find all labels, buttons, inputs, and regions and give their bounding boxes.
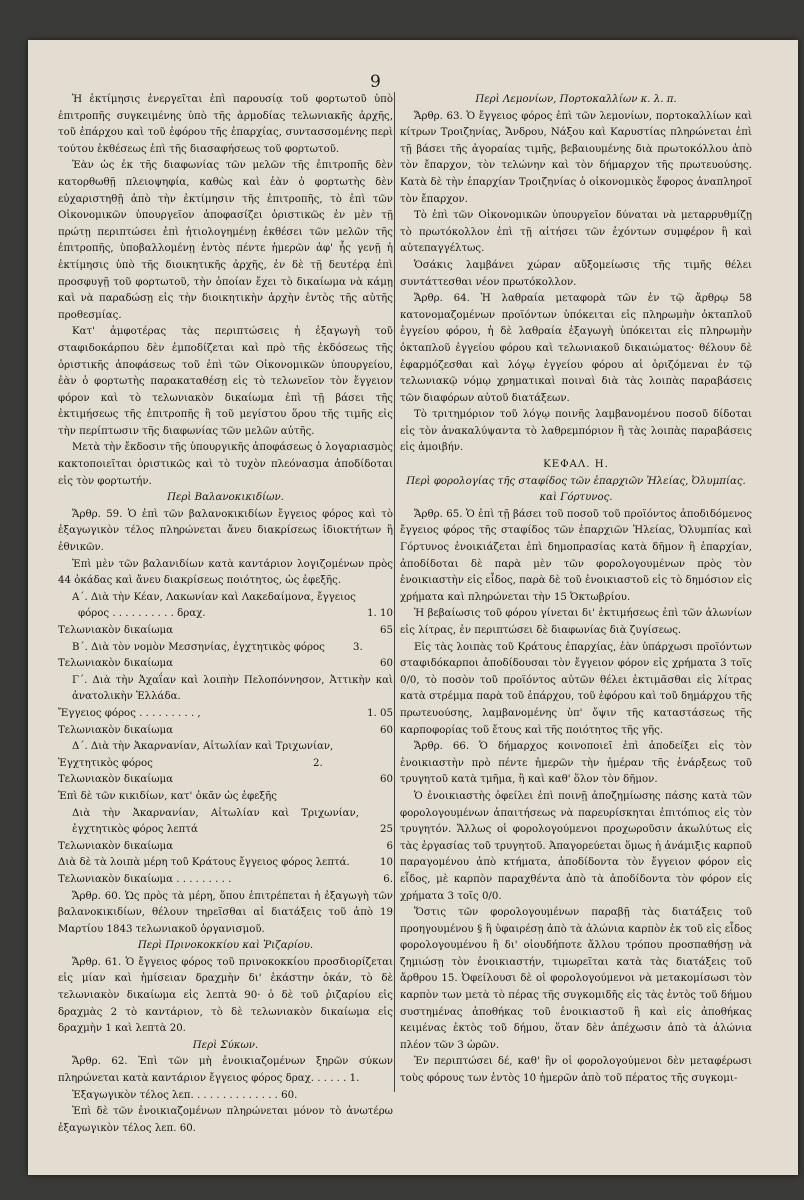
- article-60: Ἄρθρ. 60. Ὡς πρὸς τὰ μέρη, ὅπου ἐπιτρέπεται ἡ ἐξαγωγὴ τῶν βαλανοκικιδίων, θέλουν τηρεῖσθαι αἱ διατάξεις τοῦ ἀπὸ 19 Μαρτίου 1843 τελωνιακοῦ ὀργανισμοῦ.: [58, 890, 393, 935]
- tax-label: Τελωνιακὸν δικαίωμα: [58, 724, 174, 736]
- tax-label: Διὰ τὴν Ἀκαρνανίαν, Αἰτωλίαν καὶ Τριχωνίαν, ἐγχτητικὸς φόρος λεπτά: [72, 807, 359, 836]
- chapter-subheading: Περὶ φορολογίας τῆς σταφίδος τῶν ἐπαρχιῶν Ἠλείας, Ὀλυμπίας. καὶ Γόρτυνος.: [406, 475, 746, 504]
- tax-group-b: [58, 640, 393, 673]
- paragraph: Εἰς τὰς λοιπὰς τοῦ Κράτους ἐπαρχίας, ἐὰν ὑπάρχωσι προϊόντων σταφιδόκαρποι ἀποδίδουσαι τὸν ἔγγειον φόρον εἰς χρήματα 3 τοῖς 0/0, τὸ ποσὸν τοῦ προϊόντος αὐτῶν θέλει ἐκτιμᾶσθαι εἰς λίτρας κατὰ στρέμμα παρὰ τοῦ ἐπάρχου, τοῦ ἐφόρου καὶ τοῦ δημάρχου τῆς πρωτευούσης, λαμβανομένης ὑπ' ὄψιν τῆς καταστάσεως τῆς καρποφορίας τοῦ ἔτους καὶ τῆς ποιότητος τῆς γῆς.: [400, 641, 752, 736]
- tax-group-e: [58, 789, 393, 889]
- tax-value: 6: [386, 840, 393, 852]
- tax-group-d: [58, 739, 393, 789]
- paragraph: Ἐὰν ὡς ἐκ τῆς διαφωνίας τῶν μελῶν τῆς ἐπιτροπῆς δὲν κατορθωθῇ πλειοψηφία, καθὼς καὶ ἐὰν ὁ φορτωτὴς δὲν εὐχαριστηθῇ ἀπὸ τὴν ἐκτίμησιν τῆς ἐπιτροπῆς, τὸ ἐπὶ τῶν Οἰκονομικῶν ὑπουργεῖον ἀποφασίζει ὁριστικῶς ἐν μὲν τῇ πρώτῃ περιπτώσει ἐπὶ ἠτιολογημένῃ ἐκθέσει τῶν μελῶν τῆς ἐπιτροπῆς, ὑποβαλλομένῃ ἐντὸς πέντε ἡμερῶν ἀφ' ἧς γενῇ ἡ ἐκτίμησις ὑπὸ τῆς διοικητικῆς ἀρχῆς, ἐν δὲ τῇ δευτέρᾳ ἐπὶ προσφυγῇ τοῦ φορτωτοῦ, τὴν ὁποίαν ἔχει τὸ δικαίωμα νὰ κάμῃ καὶ νὰ παραδώσῃ εἰς τὴν διοικητικὴν ἀρχὴν ἐντὸς τῆς αὐτῆς προθεσμίας.: [58, 160, 393, 321]
- paragraph: Ἡ ἐκτίμησις ἐνεργεῖται ἐπὶ παρουσίᾳ τοῦ φορτωτοῦ ὑπὸ ἐπιτροπῆς συγκειμένης ὑπὸ τῆς ἁρμοδίας τελωνιακῆς ἀρχῆς, τοῦ ἐπάρχου καὶ τοῦ ἐφόρου τῆς ἐπαρχίας, συντασσομένης περὶ τούτου ἐκθέσεως ἐπὶ τῆς διασαφήσεως τοῦ φορτωτοῦ.: [58, 94, 393, 155]
- tax-label: φόρος . . . . . . . . . . δραχ.: [78, 608, 206, 620]
- tax-value: 2.: [313, 757, 323, 769]
- tax-row: [58, 872, 393, 889]
- tax-label: Ἐγχτητικὸς φόρος: [58, 757, 153, 769]
- article-63: Ἄρθρ. 63. Ὁ ἔγγειος φόρος ἐπὶ τῶν λεμονίων, πορτοκαλλίων καὶ κίτρων Τροιζηνίας, Ἄνδρου, Νάξου καὶ Καρυστίας πληρώνεται ἐπὶ τῇ βάσει τῆς ἀγοραίας τιμῆς, βεβαιουμένης διὰ πρωτοκόλλου ἀπὸ τὸν ἔπαρχον, τὸν τελώνην καὶ τὸν δήμαρχον τῆς πρωτευούσης. Κατὰ δὲ τὴν ἐπαρχίαν Τροιζηνίας ὁ οἰκονομικὸς ἔφορος ἀναπληροῖ τὸν ἔπαρχον.: [400, 110, 752, 205]
- tax-group-title: Α΄. Διὰ τὴν Κέαν, Λακωνίαν καὶ Λακεδαίμονα, ἔγγειος: [72, 591, 356, 603]
- paragraph: Ὅστις τῶν φορολογουμένων παραβῇ τὰς διατάξεις τοῦ προηγουμένου § ἢ ὑφαιρέσῃ ἀπὸ τὰ ἀλώνια καρπὸν ἐκ τοῦ εἰς εἶδος φορολογουμένου ἢ δι' οἱουδήποτε ἄλλου τρόπου προσπαθήσῃ νὰ ζημιώσῃ τὸν ἐνοικιαστήν, τιμωρεῖται κατὰ τὰς διατάξεις τοῦ ἄρθρου 15. Ὀφείλουσι δὲ οἱ φορολογούμενοι νὰ μετακομίσωσι τὸν καρπὸν των μετὰ τὸ πέρας τῆς συγκομιδῆς εἰς τὰς ἐντὸς τοῦ δήμου συστημένας ἀποθήκας τοῦ ἐνοικιαστοῦ ἢ καὶ εἰς ἀποθήκας κειμένας ἐκτὸς τοῦ δήμου, ὅταν δὲν ἀπέχωσιν ἀπὸ τὰ ἀλώνια πλέον τῶν 3 ὡρῶν.: [400, 907, 752, 1051]
- column-divider: [394, 92, 395, 1092]
- tax-group-title: Β΄. Διὰ τὸν νομὸν Μεσσηνίας, ἐγχτητικὸς φόρος: [72, 641, 325, 653]
- article-61: Ἄρθρ. 61. Ὁ ἔγγειος φόρος τοῦ πρινοκοκκίου προσδιορίζεται εἰς μίαν καὶ ἡμίσειαν δραχμὴν δι' ἑκάστην ὀκάν, τὸ δὲ τελωνιακὸν δικαίωμα εἰς λεπτὰ 90· ὁ δὲ τοῦ ῥιζαρίου εἰς δραχμὰς 2 τὸ καντάριον, τὸ δὲ τελωνιακὸν δικαίωμα εἰς δραχμὴν 1 καὶ λεπτὰ 20.: [58, 956, 393, 1035]
- paragraph: Ὁ ἐνοικιαστὴς ὀφείλει ἐπὶ ποινῇ ἀποζημίωσης πάσης κατὰ τῶν φορολογουμένων ἀπαιτήσεως νὰ παρευρίσκηται ἐπιτόπιος εἰς τὸν τρυγητόν. Ἄλλως οἱ φορολογούμενοι προχωροῦσιν ἀκωλύτως εἰς τὰς ἐργασίας τοῦ τρυγητοῦ. Ἀπαγορεύεται ὅμως ἡ ἀνάμιξις καρποῦ παραγομένου ἀπὸ κτήματα, ἀποδίδοντα τὸν ἔγγειον φόρον εἰς εἶδος, μὲ καρπὸν παραχθέντα ἀπὸ τὰ ἀποδίδοντα τὸν φόρον εἰς χρήματα 3 τοῖς 0/0.: [400, 790, 752, 902]
- tax-value: 65: [380, 625, 393, 636]
- page-number: 9: [370, 72, 381, 92]
- paragraph: Ἐπὶ μὲν τῶν βαλανιδίων κατὰ καντάριον λογιζομένων πρὸς 44 ὀκάδας καὶ ἄνευ διακρίσεως ποιότητος, ὡς ἐφεξῆς.: [58, 558, 393, 587]
- section-heading: Περὶ Σύκων.: [192, 1039, 259, 1051]
- tax-group-c: [58, 673, 393, 739]
- paragraph: Ἐν περιπτώσει δέ, καθ' ἣν οἱ φορολογούμενοι δὲν μεταφέρωσι τοὺς φόρους των ἐντὸς 10 ἡμερῶν ἀπὸ τοῦ πέρατος τῆς συγκομι-: [400, 1056, 752, 1085]
- article-64: Ἄρθρ. 64. Ἡ λαθραία μεταφορὰ τῶν ἐν τῷ ἄρθρῳ 58 κατονομαζομένων προϊόντων ὑπόκειται εἰς πληρωμὴν ὀκταπλοῦ ἐγγείου φόρου, ἡ δὲ λαθραία ἐξαγωγὴ ὑπόκειται εἰς πληρωμὴν ὀκταπλοῦ ἐγγείου φόρου καὶ τελωνιακοῦ δικαιώματος· θέλουν δὲ ἐφαρμόζεσθαι καὶ λόγῳ ἐγγείου φόρου αἱ ὁριζόμεναι ἐν τῷ τελωνιακῷ νόμῳ χρηματικαὶ ποιναὶ διὰ τὰς λοιπὰς παραβάσεις τῶν διαφόρων αὐτοῦ διατάξεων.: [400, 293, 752, 404]
- tax-row: [58, 806, 393, 839]
- tax-value: 60: [380, 774, 393, 786]
- paragraph: Ἐπὶ δὲ τῶν ἐνοικιαζομένων πληρώνεται μόνον τὸ ἀνωτέρω ἐξαγωγικὸν τέλος λεπ. 60.: [58, 1106, 393, 1134]
- tax-row: [58, 606, 393, 623]
- tax-label: Ἔγγειος φόρος . . . . . . . . . ,: [58, 707, 201, 719]
- tax-value: 1. 10: [367, 608, 393, 620]
- right-column: [400, 92, 752, 1088]
- tax-group-title: Δ΄. Διὰ τὴν Ἀκαρνανίαν, Αἰτωλίαν καὶ Τριχωνίαν,: [72, 741, 334, 753]
- tax-value: 3.: [353, 641, 363, 653]
- paragraph: Ἡ βεβαίωσις τοῦ φόρου γίνεται δι' ἐκτιμήσεως ἐπὶ τῶν ἀλωνίων εἰς λίτρας, ἐν περιπτώσει δὲ διαφωνίας διὰ ζυγίσεως.: [400, 608, 752, 636]
- article-59: Ἄρθρ. 59. Ὁ ἐπὶ τῶν βαλανοκικιδίων ἔγγειος φόρος καὶ τὸ ἐξαγωγικὸν τέλος πληρώνεται ἄνευ διακρίσεως ἰδιοκτήτων ἢ ἐθνικῶν.: [58, 508, 393, 554]
- section-heading: Περὶ Πρινοκοκκίου καὶ Ῥιζαρίου.: [137, 940, 314, 952]
- paragraph: Κατ' ἀμφοτέρας τὰς περιπτώσεις ἡ ἐξαγωγὴ τοῦ σταφιδοκάρπου δὲν ἐμποδίζεται καὶ πρὸ τῆς ἐκδόσεως τῆς ὁριστικῆς ἀποφάσεως τοῦ ἐπὶ τῶν Οἰκονομικῶν ὑπουργείου, ἐὰν ὁ φορτωτὴς παρακαταθέσῃ εἰς τὸ τελωνεῖον τὸν ἔγγειον φόρον καὶ τὸ τελωνιακὸν δικαίωμα ἐπὶ τῇ βάσει τῆς ἐκτιμήσεως τῆς ἐπιτροπῆς ἢ τοῦ μεγίστου ὅρου τῆς τιμῆς εἰς τὴν περίπτωσιν τῆς διαφωνίας τῶν μελῶν αὐτῆς.: [58, 326, 393, 437]
- document-page: [28, 40, 798, 1175]
- article-65: Ἄρθρ. 65. Ὁ ἐπὶ τῇ βάσει τοῦ ποσοῦ τοῦ προϊόντος ἀποδιδόμενος ἔγγειος φόρος τῆς σταφίδος τῶν ἐπαρχιῶν Ἠλείας, Ὀλυμπίας καὶ Γόρτυνος ἐνοικιάζεται ἐπὶ δημοπρασίας κατὰ δῆμον ἢ ἐπαρχίαν, ἀποδίδοται δὲ παρὰ μὲν τῶν φορολογουμένων πρὸς τὸν ἐνοικιαστὴν εἰς εἶδος, παρὰ δὲ τοῦ ἐνοικιαστοῦ εἰς τὸ δημόσιον εἰς χρήματα καὶ πληρώνεται τὴν 15 Ὀκτωβρίου.: [400, 508, 752, 603]
- paragraph: Τὸ τριτημόριον τοῦ λόγῳ ποινῆς λαμβανομένου ποσοῦ δίδοται εἰς τὸν ἀνακαλύψαντα τὸ λαθρεμπόριον ἢ τὰς λοιπὰς παραβάσεις εἰς ἀμοιβήν.: [400, 409, 752, 454]
- paragraph: Τὸ ἐπὶ τῶν Οἰκονομικῶν ὑπουργεῖον δύναται νὰ μεταρρυθμίζῃ τὸ πρωτόκολλον ἐπὶ τῇ αἰτήσει τῶν ἐχόντων συμφέρον ἢ καὶ αὐτεπαγγέλτως.: [400, 210, 752, 255]
- tax-value: 10: [380, 857, 393, 869]
- tax-row: [58, 855, 393, 872]
- running-head: Περὶ Λεμονίων, Πορτοκαλλίων κ. λ. π.: [475, 94, 677, 105]
- tax-label: Διὰ δὲ τὰ λοιπὰ μέρη τοῦ Κράτους ἔγγειος φόρος λεπτά.: [58, 857, 350, 869]
- paragraph: Ἐξαγωγικὸν τέλος λεπ. . . . . . . . . . . . . . 60.: [72, 1089, 298, 1101]
- tax-group-a: [58, 590, 393, 640]
- tax-row: [58, 723, 393, 740]
- tax-group-title: Γ΄. Διὰ τὴν Ἀχαΐαν καὶ λοιπὴν Πελοπόννησον, Ἀττικὴν καὶ ἀνατολικὴν Ἑλλάδα.: [72, 674, 393, 703]
- chapter-heading: ΚΕΦΑΛ. Η.: [543, 459, 609, 471]
- tax-label: Τελωνιακὸν δικαίωμα . . . . . . . . .: [58, 873, 232, 885]
- article-66: Ἄρθρ. 66. Ὁ δήμαρχος κοινοποιεῖ ἐπὶ ἀποδείξει εἰς τὸν ἐνοικιαστὴν πρὸ πέντε ἡμερῶν τὴν ἡμέραν τῆς ἐνάρξεως τοῦ τρυγητοῦ κατὰ τμῆμα, ἢ καὶ καθ' ὅλον τὸν δῆμον.: [400, 741, 752, 786]
- tax-label: Τελωνιακὸν δικαίωμα: [58, 658, 174, 670]
- tax-row: [58, 706, 393, 723]
- tax-value: 1. 05: [367, 707, 393, 719]
- tax-row: [58, 772, 393, 789]
- paragraph: Ὁσάκις λαμβάνει χώραν αὔξομείωσις τῆς τιμῆς θέλει συντάττεσθαι νέον πρωτόκολλον.: [400, 259, 752, 288]
- tax-value: 60: [380, 724, 393, 736]
- tax-label: Τελωνιακὸν δικαίωμα: [58, 774, 174, 786]
- tax-label: Τελωνιακὸν δικαίωμα: [58, 840, 174, 852]
- left-column: [58, 92, 393, 1137]
- tax-value: 60: [380, 658, 393, 670]
- tax-row: [58, 640, 393, 657]
- tax-group-title: Ἐπὶ δὲ τῶν κικιδίων, κατ' ὀκᾶν ὡς ἐφεξῆς: [58, 790, 277, 802]
- tax-label: Τελωνιακὸν δικαίωμα: [58, 625, 174, 636]
- tax-row: [58, 656, 393, 673]
- article-62: Ἄρθρ. 62. Ἐπὶ τῶν μὴ ἐνοικιαζομένων ξηρῶν σύκων πληρώνεται κατὰ καντάριον ἔγγειος φόρος δραχ. . . . . . 1.: [58, 1056, 393, 1085]
- tax-value: 6.: [383, 873, 393, 885]
- tax-value: 25: [380, 824, 393, 836]
- tax-row: [58, 756, 393, 773]
- tax-row: [58, 623, 393, 640]
- section-heading: Περὶ Βαλανοκικιδίων.: [167, 492, 284, 504]
- paragraph: Μετὰ τὴν ἔκδοσιν τῆς ὑπουργικῆς ἀποφάσεως ὁ λογαριασμὸς κακτοποιεῖται ὁριστικῶς καὶ τὸ τυχὸν πλεόνασμα ἀποδίδοται εἰς τὸν φορτωτήν.: [58, 442, 393, 487]
- tax-row: [58, 839, 393, 856]
